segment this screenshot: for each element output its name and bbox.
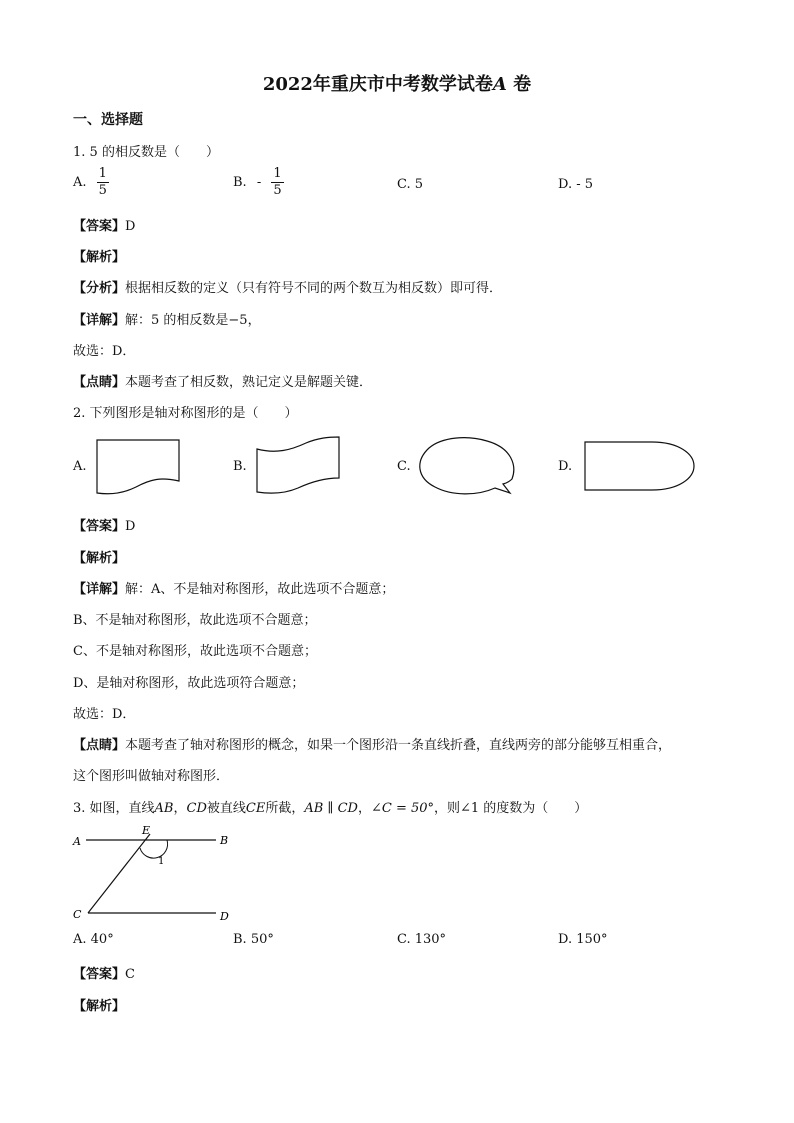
answer-value: D [125, 219, 136, 234]
q2-label-b: B. [233, 459, 247, 474]
label-a: A [73, 835, 81, 848]
title-suffix: 卷 [506, 74, 532, 95]
shape-a-figure [96, 439, 182, 497]
label-c: C [73, 908, 82, 921]
detail-text: 解：5 的相反数是−5， [125, 313, 261, 328]
label-d: D [220, 910, 229, 923]
comment-text: 本题考查了相反数，熟记定义是解题关键． [125, 375, 373, 390]
q1-choose: 故选：D． [73, 344, 136, 359]
q3-option-a: A. 40° [73, 932, 114, 947]
q2-label-d: D. [558, 459, 573, 474]
q3-answer [73, 963, 135, 982]
label-angle-1: 1 [158, 856, 165, 867]
answer-value: D [125, 519, 136, 534]
comment-text: 本题考查了轴对称图形的概念，如果一个图形沿一条直线折叠，直线两旁的部分能够互相重合， [125, 738, 672, 753]
q1-answer [73, 215, 135, 234]
q1-stem: 1. 5 的相反数是（ ） [73, 145, 219, 160]
q3-option-d: D. 150° [558, 932, 608, 947]
q2-label-a: A. [73, 459, 87, 474]
q3-stem-c: 所截， [265, 801, 305, 816]
fraction-a-den: 5 [98, 183, 107, 198]
q2-answer [73, 515, 135, 534]
fenxi-tag: 【分析】 [73, 281, 126, 296]
q1-option-b [233, 166, 284, 199]
q1-option-b-sign: - [256, 175, 262, 190]
shape-d-figure [584, 441, 696, 491]
q3-stem-d: ， [357, 801, 371, 816]
q2-comment [73, 734, 671, 753]
q1-option-c: C. 5 [397, 177, 424, 192]
fraction-b-num: 1 [273, 166, 282, 181]
q3-ce: CE [245, 801, 266, 816]
q2-detail [73, 578, 394, 597]
detail-text: 解：A、不是轴对称图形，故此选项不合题意； [125, 582, 395, 597]
q3-analysis: 【解析】 [73, 999, 126, 1014]
q1-fenxi [73, 277, 502, 296]
q3-stem [73, 797, 587, 816]
comment-tag: 【点睛】 [73, 738, 126, 753]
q3-stem-b: 被直线 [206, 801, 246, 816]
section-heading: 一、选择题 [73, 112, 143, 128]
q3-sep: ， [173, 801, 187, 816]
q1-option-b-label: B. [233, 175, 247, 190]
q2-label-c: C. [397, 459, 411, 474]
q1-analysis: 【解析】 [73, 250, 126, 265]
answer-value: C [125, 967, 135, 982]
q3-ab: AB [154, 801, 174, 816]
q1-option-a [73, 166, 109, 199]
fraction-b-den: 5 [273, 183, 282, 198]
title-italic: A [492, 74, 507, 95]
q2-analysis: 【解析】 [73, 551, 126, 566]
q1-comment [73, 371, 372, 390]
detail-tag: 【详解】 [73, 582, 126, 597]
label-e: E [142, 824, 151, 837]
q2-stem: 2. 下列图形是轴对称图形的是（ ） [73, 406, 298, 421]
shape-c-figure [417, 436, 517, 496]
shape-b-figure [256, 436, 342, 496]
q2-line-c: C、不是轴对称图形，故此选项不合题意； [73, 644, 317, 659]
q3-angle: ∠C = 50° [370, 801, 435, 816]
fraction-a [97, 166, 109, 199]
q3-stem-e: ，则∠1 的度数为（ ） [434, 801, 588, 816]
comment-tag: 【点睛】 [73, 375, 126, 390]
answer-tag: 【答案】 [73, 219, 126, 234]
q3-cd: CD [186, 801, 207, 816]
q3-option-b: B. 50° [233, 932, 274, 947]
q3-geometry-figure [70, 822, 240, 927]
fraction-a-num: 1 [98, 166, 107, 181]
q2-choose: 故选：D． [73, 707, 136, 722]
fraction-b [271, 166, 283, 199]
title-main: 2022年重庆市中考数学试卷 [262, 74, 493, 95]
q2-line-d: D、是轴对称图形，故此选项符合题意； [73, 676, 305, 691]
q1-detail [73, 309, 261, 328]
q3-parallel: AB ∥ CD [304, 801, 358, 816]
fenxi-text: 根据相反数的定义（只有符号不同的两个数互为相反数）即可得． [125, 281, 503, 296]
q2-line-b: B、不是轴对称图形，故此选项不合题意； [73, 613, 317, 628]
q3-option-c: C. 130° [397, 932, 447, 947]
q1-option-d: D. - 5 [558, 177, 594, 192]
detail-tag: 【详解】 [73, 313, 126, 328]
q3-stem-a: 3. 如图，直线 [73, 801, 155, 816]
q2-comment-2: 这个图形叫做轴对称图形． [73, 769, 230, 784]
answer-tag: 【答案】 [73, 519, 126, 534]
page-title [0, 70, 794, 96]
label-b: B [220, 834, 229, 847]
q1-option-a-label: A. [73, 175, 87, 190]
answer-tag: 【答案】 [73, 967, 126, 982]
